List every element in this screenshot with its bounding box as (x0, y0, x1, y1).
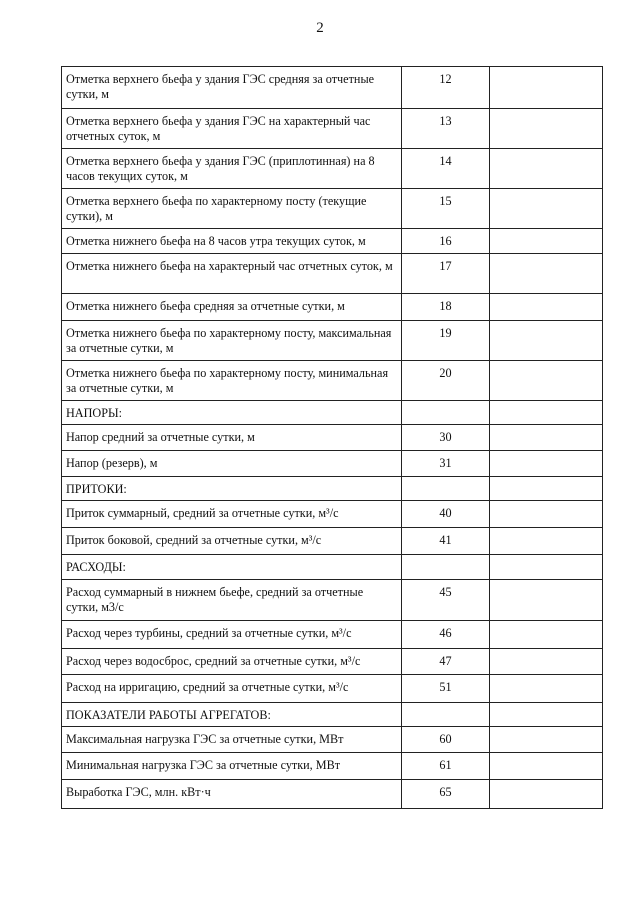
value-cell (490, 649, 603, 675)
page-number: 2 (316, 20, 324, 36)
row-code: 61 (402, 753, 490, 780)
value-cell (490, 254, 603, 294)
value-cell (490, 727, 603, 753)
value-cell (490, 580, 603, 621)
value-cell (490, 780, 603, 809)
row-description: Максимальная нагрузка ГЭС за отчетные сутки, МВт (62, 727, 402, 753)
row-code: 65 (402, 780, 490, 809)
row-code: 30 (402, 425, 490, 451)
row-description: Расход суммарный в нижнем бьефе, средний за отчетные сутки, м3/с (62, 580, 402, 621)
value-cell (490, 528, 603, 555)
section-heading: РАСХОДЫ: (62, 555, 402, 580)
row-description: Расход на ирригацию, средний за отчетные сутки, м³/с (62, 675, 402, 703)
row-code: 41 (402, 528, 490, 555)
row-code (402, 555, 490, 580)
row-code: 13 (402, 109, 490, 149)
row-description: Напор средний за отчетные сутки, м (62, 425, 402, 451)
row-code: 51 (402, 675, 490, 703)
section-heading: ПРИТОКИ: (62, 477, 402, 501)
row-description: Отметка нижнего бьефа по характерному посту, минимальная за отчетные сутки, м (62, 361, 402, 401)
row-description: Напор (резерв), м (62, 451, 402, 477)
value-cell (490, 67, 603, 109)
table-row (62, 451, 603, 477)
row-code: 19 (402, 321, 490, 361)
value-cell (490, 294, 603, 321)
section-row (62, 401, 603, 425)
table-row (62, 149, 603, 189)
value-cell (490, 361, 603, 401)
table-row (62, 67, 603, 109)
row-description: Отметка верхнего бьефа у здания ГЭС (приплотинная) на 8 часов текущих суток, м (62, 149, 402, 189)
row-code: 20 (402, 361, 490, 401)
row-code: 46 (402, 621, 490, 649)
row-description: Расход через водосброс, средний за отчетные сутки, м³/с (62, 649, 402, 675)
report-table (61, 66, 603, 809)
section-row (62, 703, 603, 727)
row-description: Отметка верхнего бьефа по характерному посту (текущие сутки), м (62, 189, 402, 229)
row-code: 45 (402, 580, 490, 621)
row-code: 17 (402, 254, 490, 294)
table-row (62, 254, 603, 294)
row-description: Расход через турбины, средний за отчетные сутки, м³/с (62, 621, 402, 649)
table-row (62, 727, 603, 753)
row-code: 14 (402, 149, 490, 189)
value-cell (490, 109, 603, 149)
table-row (62, 425, 603, 451)
table-row (62, 649, 603, 675)
row-code: 47 (402, 649, 490, 675)
value-cell (490, 675, 603, 703)
value-cell (490, 425, 603, 451)
row-code: 60 (402, 727, 490, 753)
table-row (62, 621, 603, 649)
value-cell (490, 451, 603, 477)
section-row (62, 477, 603, 501)
row-description: Минимальная нагрузка ГЭС за отчетные сутки, МВт (62, 753, 402, 780)
row-code: 16 (402, 229, 490, 254)
row-description: Отметка нижнего бьефа средняя за отчетные сутки, м (62, 294, 402, 321)
value-cell (490, 703, 603, 727)
table-row (62, 528, 603, 555)
row-description: Приток боковой, средний за отчетные сутки, м³/с (62, 528, 402, 555)
row-description: Отметка нижнего бьефа по характерному посту, максимальная за отчетные сутки, м (62, 321, 402, 361)
report-table-body (62, 67, 603, 809)
table-row (62, 321, 603, 361)
row-description: Отметка верхнего бьефа у здания ГЭС на характерный час отчетных суток, м (62, 109, 402, 149)
value-cell (490, 477, 603, 501)
value-cell (490, 401, 603, 425)
value-cell (490, 229, 603, 254)
row-code: 40 (402, 501, 490, 528)
row-description: Отметка верхнего бьефа у здания ГЭС средняя за отчетные сутки, м (62, 67, 402, 109)
row-description: Отметка нижнего бьефа на 8 часов утра текущих суток, м (62, 229, 402, 254)
section-row (62, 555, 603, 580)
row-description: Выработка ГЭС, млн. кВт·ч (62, 780, 402, 809)
table-row (62, 229, 603, 254)
value-cell (490, 189, 603, 229)
row-code (402, 703, 490, 727)
table-row (62, 501, 603, 528)
row-description: Приток суммарный, средний за отчетные сутки, м³/с (62, 501, 402, 528)
table-row (62, 189, 603, 229)
row-code: 12 (402, 67, 490, 109)
row-code: 15 (402, 189, 490, 229)
row-description: Отметка нижнего бьефа на характерный час отчетных суток, м (62, 254, 402, 294)
table-row (62, 753, 603, 780)
section-heading: НАПОРЫ: (62, 401, 402, 425)
table-row (62, 294, 603, 321)
row-code (402, 477, 490, 501)
value-cell (490, 555, 603, 580)
value-cell (490, 753, 603, 780)
row-code: 31 (402, 451, 490, 477)
table-row (62, 361, 603, 401)
value-cell (490, 621, 603, 649)
table-row (62, 780, 603, 809)
value-cell (490, 321, 603, 361)
value-cell (490, 501, 603, 528)
row-code (402, 401, 490, 425)
value-cell (490, 149, 603, 189)
section-heading: ПОКАЗАТЕЛИ РАБОТЫ АГРЕГАТОВ: (62, 703, 402, 727)
table-row (62, 109, 603, 149)
table-row (62, 580, 603, 621)
table-row (62, 675, 603, 703)
row-code: 18 (402, 294, 490, 321)
